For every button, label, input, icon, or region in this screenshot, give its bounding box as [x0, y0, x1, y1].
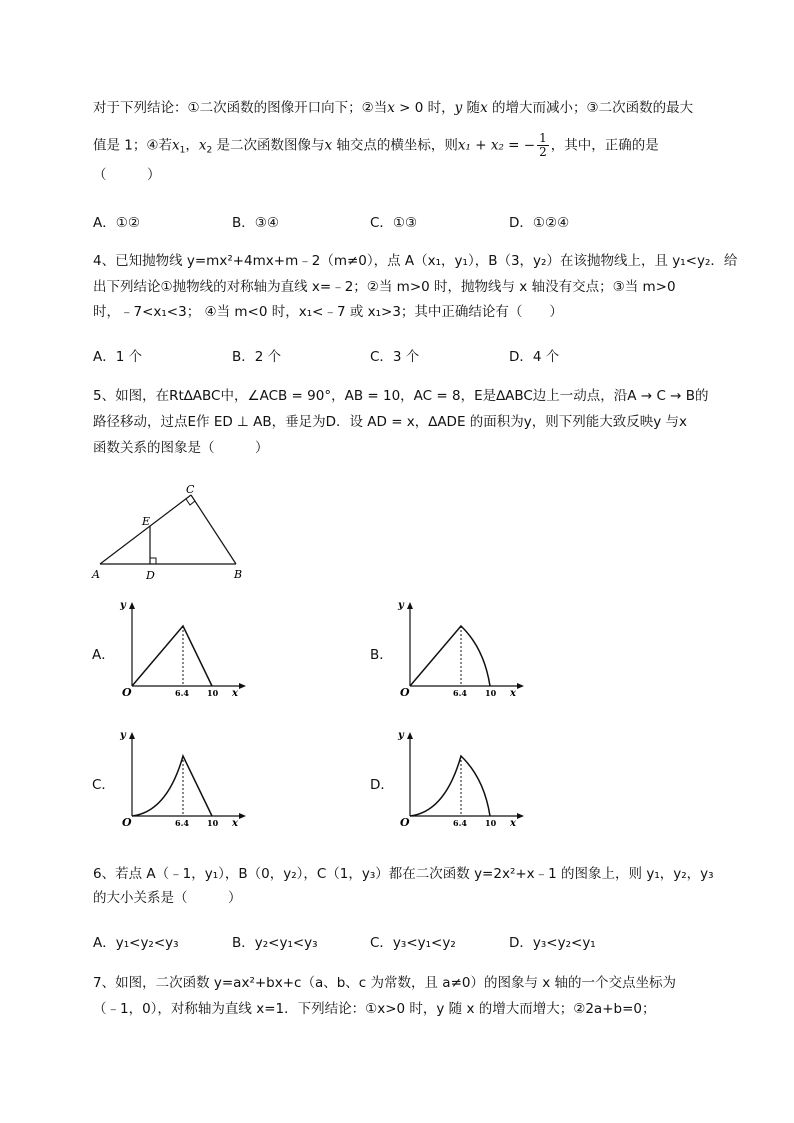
q3-answer-paren: （ ） [93, 167, 161, 183]
function-curve [132, 626, 212, 686]
origin-label: O [122, 686, 132, 698]
label-c: C [186, 483, 195, 496]
q3-line-2: 值是 1；④若$x_1$，$x_2$ 是二次函数图像与x 轴交点的横坐标，则x₁ + x₂ = − $\frac{1}{2}$ ，其中，正确的是 [93, 131, 659, 159]
side-ac [100, 495, 191, 564]
origin-label: O [400, 816, 410, 828]
origin-label: O [400, 686, 410, 698]
y-axis-label: y [398, 730, 404, 741]
function-curve [410, 626, 490, 686]
q4-option-b: B．2 个 [232, 349, 282, 365]
function-curve [410, 756, 490, 816]
graph-option-b [388, 598, 528, 698]
tick-label-10: 10 [485, 818, 497, 828]
q6-option-d: D．y₃<y₂<y₁ [509, 935, 596, 951]
q4-line-1: 4、已知抛物线 y=mx²+4mx+m﹣2（m≠0），点 A（x₁，y₁），B（3，y₂）在该抛物线上，且 y₁<y₂．给 [93, 253, 738, 269]
function-curve [132, 756, 212, 816]
q3-option-d: D．①②④ [509, 215, 570, 231]
q5-option-b-label: B． [370, 647, 393, 663]
triangle-figure [88, 480, 258, 585]
q3-option-c: C．①③ [370, 215, 418, 231]
q6-option-c: C．y₃<y₁<y₂ [370, 935, 456, 951]
y-axis-label: y [120, 600, 126, 611]
q6-line-2: 的大小关系是（ ） [93, 890, 242, 906]
tick-label-6-4: 6.4 [175, 818, 189, 828]
graph-option-a [110, 598, 250, 698]
q4-option-d: D．4 个 [509, 349, 560, 365]
q7-line-1: 7、如图，二次函数 y=ax²+bx+c（a、b、c 为常数，且 a≠0）的图象与 x 轴的一个交点坐标为 [93, 975, 677, 991]
tick-label-10: 10 [207, 688, 219, 698]
q3-option-a: A．①② [93, 215, 140, 231]
x-axis-label: x [510, 818, 516, 828]
q4-line-3: 时，﹣7<x₁<3； ④当 m<0 时，x₁<﹣7 或 x₁>3；其中正确结论有（ ） [93, 304, 563, 320]
x-axis-label: x [232, 688, 238, 698]
side-cb [191, 495, 236, 564]
x-axis-arrow [239, 813, 246, 819]
q4-line-2: 出下列结论①抛物线的对称轴为直线 x=﹣2；②当 m>0 时，抛物线与 x 轴没有交点；③当 m>0 [93, 279, 676, 295]
y-axis-arrow [407, 732, 413, 739]
x-axis-arrow [239, 683, 246, 689]
q7-line-2: （﹣1，0），对称轴为直线 x=1．下列结论：①x>0 时，y 随 x 的增大而增大；②2a+b=0； [93, 1001, 656, 1017]
y-axis-label: y [398, 600, 404, 611]
label-e: E [142, 515, 151, 528]
y-axis-arrow [129, 732, 135, 739]
tick-label-10: 10 [485, 688, 497, 698]
q5-line-2: 路径移动，过点E作 ED ⊥ AB，垂足为D．设 AD = x，∆ADE 的面积为y，则下列能大致反映y 与x [93, 414, 688, 430]
x-axis-label: x [510, 688, 516, 698]
right-angle-d [150, 558, 156, 564]
q5-line-1: 5、如图，在Rt∆ABC中，∠ACB = 90°，AB = 10，AC = 8，E是∆ABC边上一动点，沿A → C → B的 [93, 388, 709, 404]
q6-option-a: A．y₁<y₂<y₃ [93, 935, 179, 951]
y-axis-arrow [407, 602, 413, 609]
q5-option-c-label: C． [92, 777, 115, 793]
q3-option-b: B．③④ [232, 215, 279, 231]
y-axis-arrow [129, 602, 135, 609]
tick-label-10: 10 [207, 818, 219, 828]
q5-line-3: 函数关系的图象是（ ） [93, 440, 269, 456]
x-axis-label: x [232, 818, 238, 828]
fraction-one-half: $\frac{1}{2}$ [539, 131, 547, 159]
tick-label-6-4: 6.4 [453, 688, 467, 698]
tick-label-6-4: 6.4 [453, 818, 467, 828]
y-axis-label: y [120, 730, 126, 741]
label-b: B [234, 568, 243, 581]
graph-option-d [388, 728, 528, 828]
q5-option-d-label: D． [370, 777, 394, 793]
graph-option-c [110, 728, 250, 828]
q6-line-1: 6、若点 A（﹣1，y₁），B（0，y₂），C（1，y₃）都在二次函数 y=2x²+x﹣1 的图象上，则 y₁，y₂，y₃ [93, 866, 714, 882]
label-d: D [146, 569, 155, 582]
x-axis-arrow [517, 683, 524, 689]
q5-option-a-label: A． [92, 647, 115, 663]
q3-line-1: 对于下列结论：①二次函数的图像开口向下；②当x > 0 时，y 随x 的增大而减小；③二次函数的最大 [93, 100, 694, 116]
q6-option-b: B．y₂<y₁<y₃ [232, 935, 318, 951]
label-a: A [92, 568, 100, 581]
q4-option-c: C．3 个 [370, 349, 420, 365]
x-axis-arrow [517, 813, 524, 819]
origin-label: O [122, 816, 132, 828]
tick-label-6-4: 6.4 [175, 688, 189, 698]
q4-option-a: A．1 个 [93, 349, 143, 365]
